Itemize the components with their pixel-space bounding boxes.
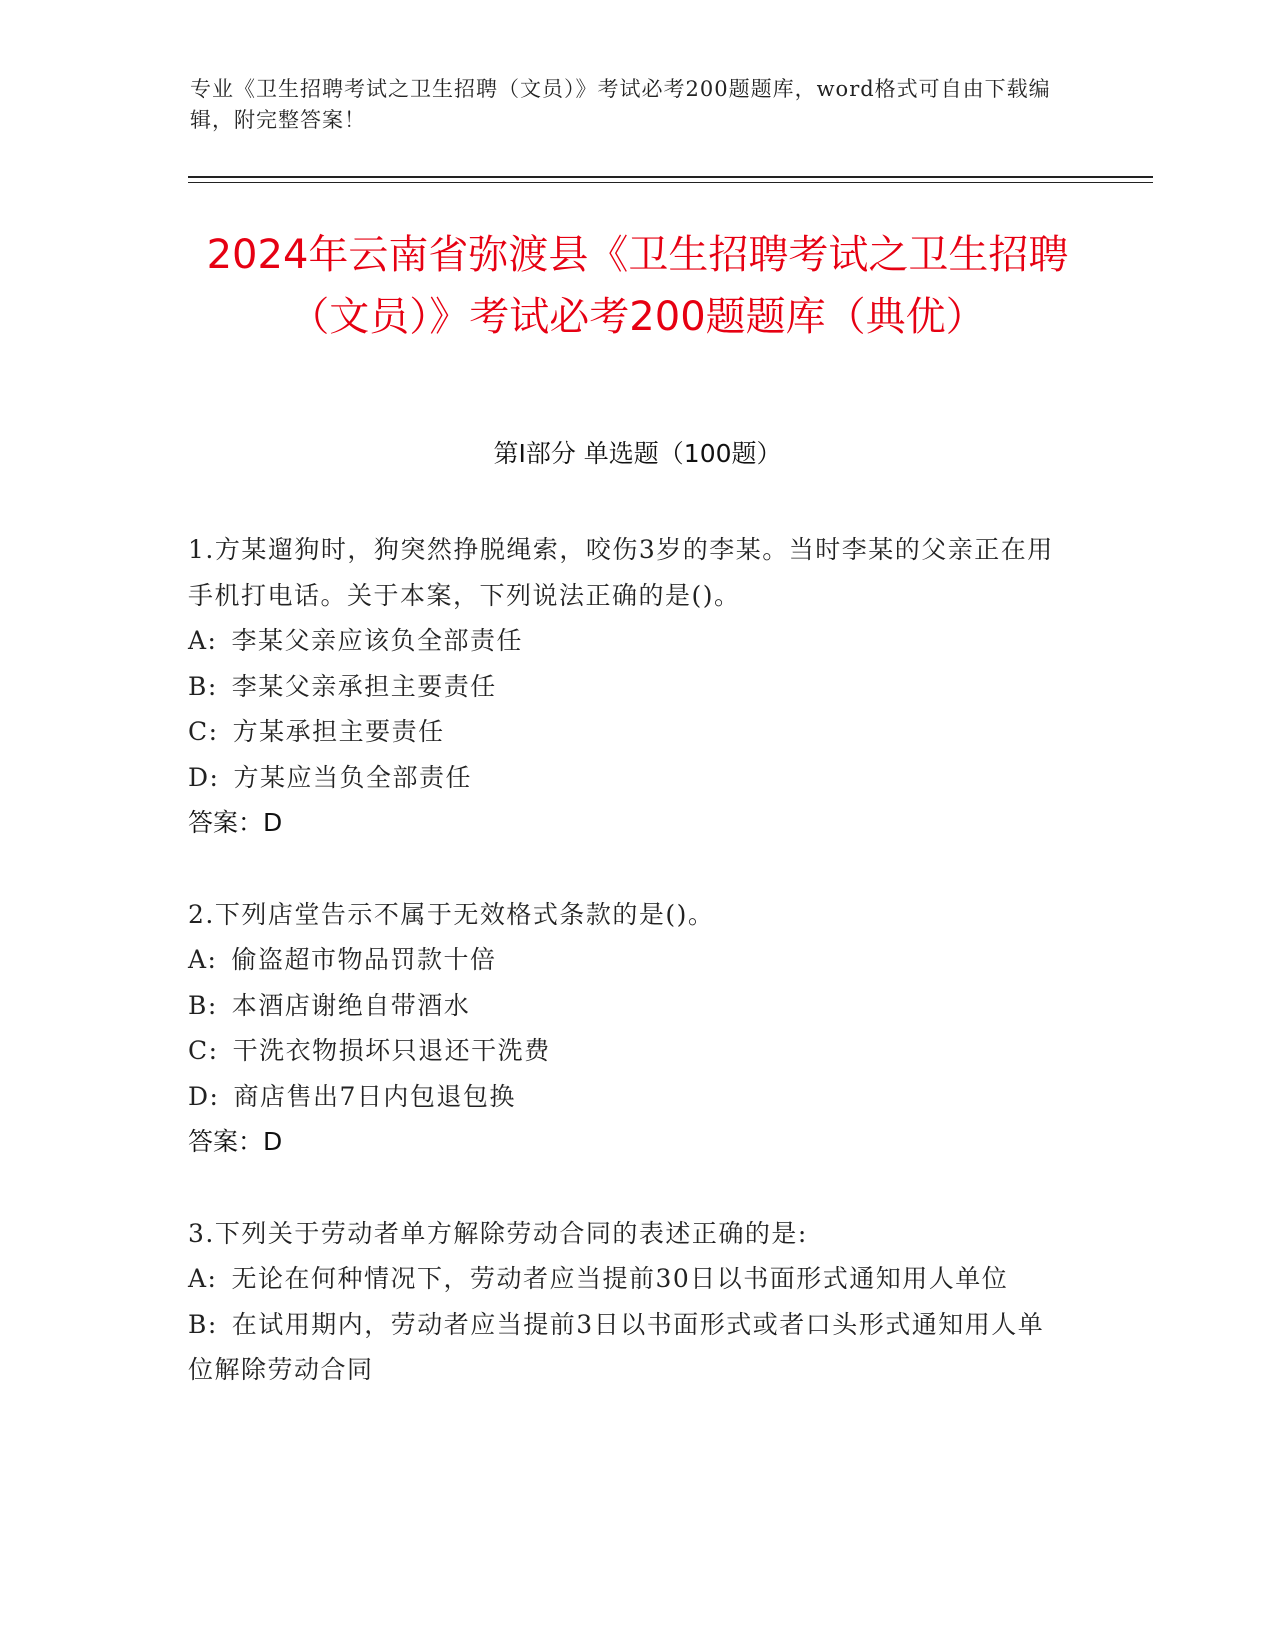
option-text: 商店售出7日内包退包换 xyxy=(233,1081,516,1111)
answer-line: 答案：D xyxy=(188,808,283,837)
section-heading: 第Ⅰ部分 单选题（100题） xyxy=(493,439,782,468)
option-text: 李某父亲应该负全部责任 xyxy=(231,626,523,655)
option-text: 李某父亲承担主要责任 xyxy=(231,671,497,701)
header-divider-thin xyxy=(188,182,1153,183)
option-letter: B: xyxy=(188,990,218,1020)
option-text: 无论在何种情况下，劳动者应当提前30日以书面形式通知用人单位 xyxy=(231,1264,1009,1293)
option-text: 干洗衣物损坏只退还干洗费 xyxy=(232,1036,551,1065)
option-letter: D: xyxy=(188,762,220,792)
header-note: 专业《卫生招聘考试之卫生招聘（文员）》考试必考200题题库，word格式可自由下载编辑，附完整答案！ xyxy=(190,77,1051,132)
option-b xyxy=(188,664,1068,710)
option-text: 本酒店谢绝自带酒水 xyxy=(231,990,471,1020)
option-d xyxy=(188,755,1068,801)
option-text: 方某承担主要责任 xyxy=(232,717,445,746)
question-stem: 2.下列店堂告示不属于无效格式条款的是()。 xyxy=(188,899,715,929)
option-letter: A: xyxy=(188,626,218,655)
option-letter: D: xyxy=(188,1081,220,1111)
option-text: 在试用期内，劳动者应当提前3日以书面形式或者口头形式通知用人单位解除劳动合同 xyxy=(188,1309,1045,1384)
question-stem: 1.方某遛狗时，狗突然挣脱绳索，咬伤3岁的李某。当时李某的父亲正在用手机打电话。关于本案，下列说法正确的是()。 xyxy=(188,535,1054,610)
question-stem: 3.下列关于劳动者单方解除劳动合同的表述正确的是: xyxy=(188,1218,808,1248)
option-letter: A: xyxy=(188,945,218,974)
option-b xyxy=(188,983,1068,1029)
answer-line: 答案：D xyxy=(188,1127,283,1156)
option-c xyxy=(188,1028,1068,1074)
option-text: 方某应当负全部责任 xyxy=(233,762,472,792)
option-d xyxy=(188,1074,1068,1120)
document-title: 2024年云南省弥渡县《卫生招聘考试之卫生招聘（文员）》考试必考200题题库（典优） xyxy=(206,232,1069,340)
option-letter: B: xyxy=(188,1309,218,1339)
option-letter: C: xyxy=(188,1036,219,1065)
option-c xyxy=(188,709,1068,755)
option-b xyxy=(188,1302,1068,1393)
option-letter: A: xyxy=(188,1264,218,1293)
question-list xyxy=(188,527,1068,1439)
question-2 xyxy=(188,892,1068,1165)
option-letter: B: xyxy=(188,671,218,701)
header-divider-thick xyxy=(188,176,1153,178)
option-a xyxy=(188,1256,1068,1302)
option-letter: C: xyxy=(188,717,219,746)
option-text: 偷盗超市物品罚款十倍 xyxy=(231,945,497,974)
question-1 xyxy=(188,527,1068,846)
question-3 xyxy=(188,1211,1068,1393)
option-a xyxy=(188,937,1068,983)
option-a xyxy=(188,618,1068,664)
